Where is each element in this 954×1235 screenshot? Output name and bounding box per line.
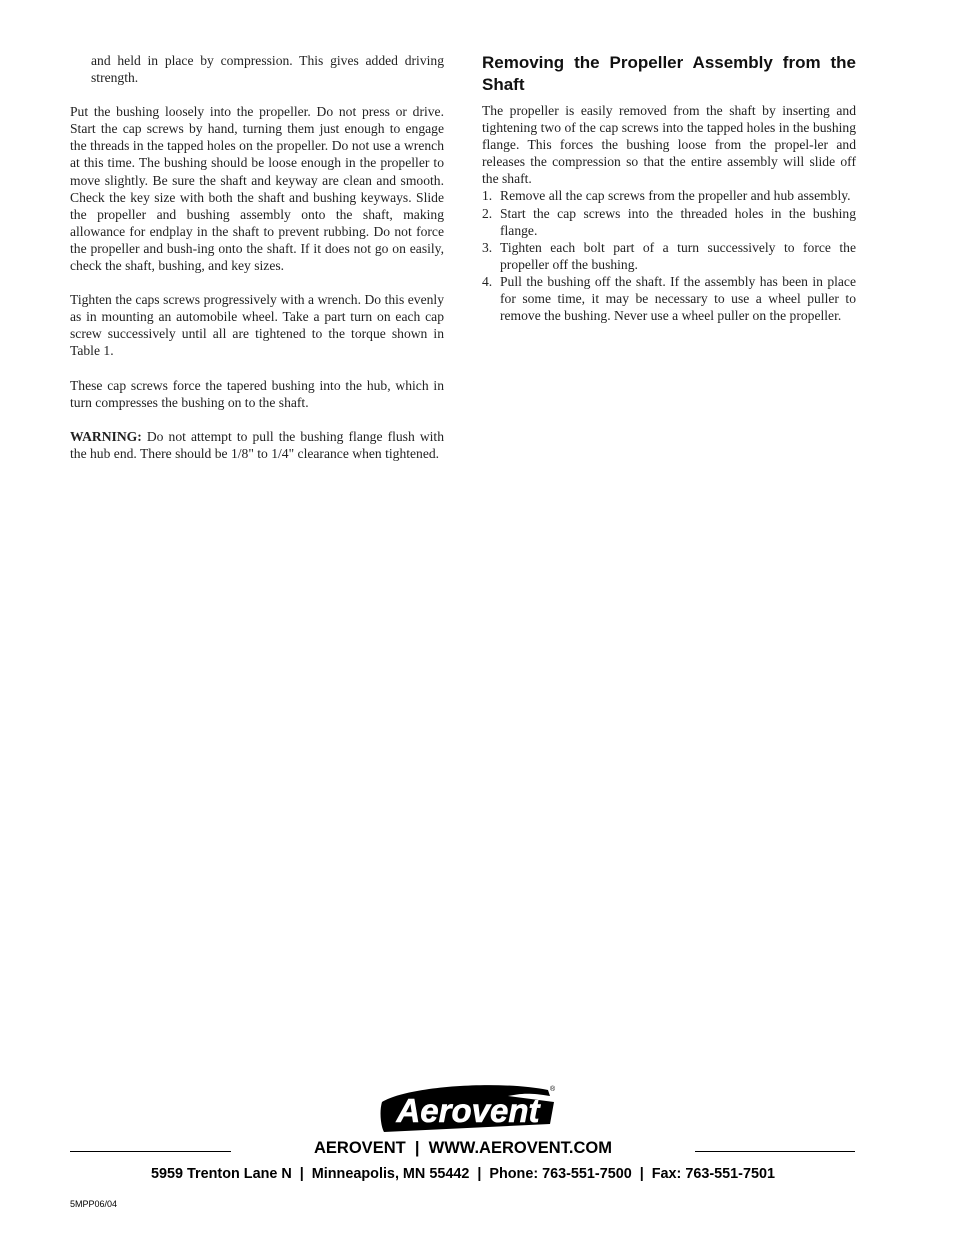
footer-rule-right [695, 1151, 855, 1152]
footer-rule-left [70, 1151, 231, 1152]
list-item [482, 187, 856, 204]
footer-address: 5959 Trenton Lane N | Minneapolis, MN 55442 | Phone: 763-551-7500 | Fax: 763-551-7501 [151, 1166, 775, 1182]
right-column [482, 52, 856, 324]
install-paragraph: Put the bushing loosely into the propeller. Do not press or drive. Start the cap screws by hand, turning them just enough to engage the threads in the tapped holes on the propeller. Do not use a wrench at this time. The bushing should be loose enough in the propeller to move slightly. Be sure the shaft and keyway are clean and smooth. Check the key size with both the shaft and bushing keyways. Slide the propeller and bushing assembly onto the shaft, making allowance for endplay in the shaft to prevent rubbing. Do not force the propeller and bush-ing onto the shaft. If it does not go on easily, check the shaft, bushing, and key sizes. [70, 104, 444, 274]
left-column [70, 52, 444, 462]
step-number: 1. [482, 188, 493, 204]
warning-text: Do not attempt to pull the bushing flange flush with the hub end. There should be 1/8" to 1/4" clearance when tightened. [70, 428, 444, 461]
compress-paragraph: These cap screws force the tapered bushing into the hub, which in turn compresses the bushing on to the shaft. [70, 377, 444, 410]
step-text: Pull the bushing off the shaft. If the assembly has been in place for some time, it may be necessary to use a wheel puller to remove the bushing. Never use a wheel puller on the propeller. [500, 273, 856, 324]
warning-paragraph [70, 428, 444, 462]
continued-paragraph: and held in place by compression. This gives added driving strength. [91, 53, 444, 86]
step-text: Remove all the cap screws from the propeller and hub assembly. [500, 188, 851, 204]
logo-wordmark: Aerovent [396, 1092, 540, 1129]
removal-steps-list [482, 187, 856, 324]
tighten-paragraph: Tighten the caps screws progressively with a wrench. Do this evenly as in mounting an automobile wheel. Take a part turn on each cap screw successively until all are tightened to the torque shown in Table 1. [70, 292, 444, 359]
document-code: 5MPP06/04 [70, 1199, 118, 1209]
step-number: 4. [482, 273, 493, 289]
step-number: 2. [482, 205, 493, 221]
section-heading: Removing the Propeller Assembly from the Shaft [482, 53, 856, 94]
registered-mark: ® [550, 1086, 556, 1093]
step-text: Start the cap screws into the threaded holes in the bushing flange. [500, 205, 856, 238]
list-item [482, 239, 856, 273]
list-item [482, 205, 856, 239]
aerovent-logo [378, 1082, 556, 1136]
list-item [482, 273, 856, 324]
step-number: 3. [482, 239, 493, 255]
warning-label: WARNING: [70, 428, 142, 444]
removal-intro: The propeller is easily removed from the shaft by inserting and tightening two of the cap screws into the tapped holes in the bushing flange. This forces the bushing loose from the propel-ler and releases the compression so that the entire assembly will slide off the shaft. [482, 103, 856, 187]
footer-title: AEROVENT | WWW.AEROVENT.COM [314, 1139, 612, 1157]
step-text: Tighten each bolt part of a turn successively to force the propeller off the bushing. [500, 239, 856, 272]
